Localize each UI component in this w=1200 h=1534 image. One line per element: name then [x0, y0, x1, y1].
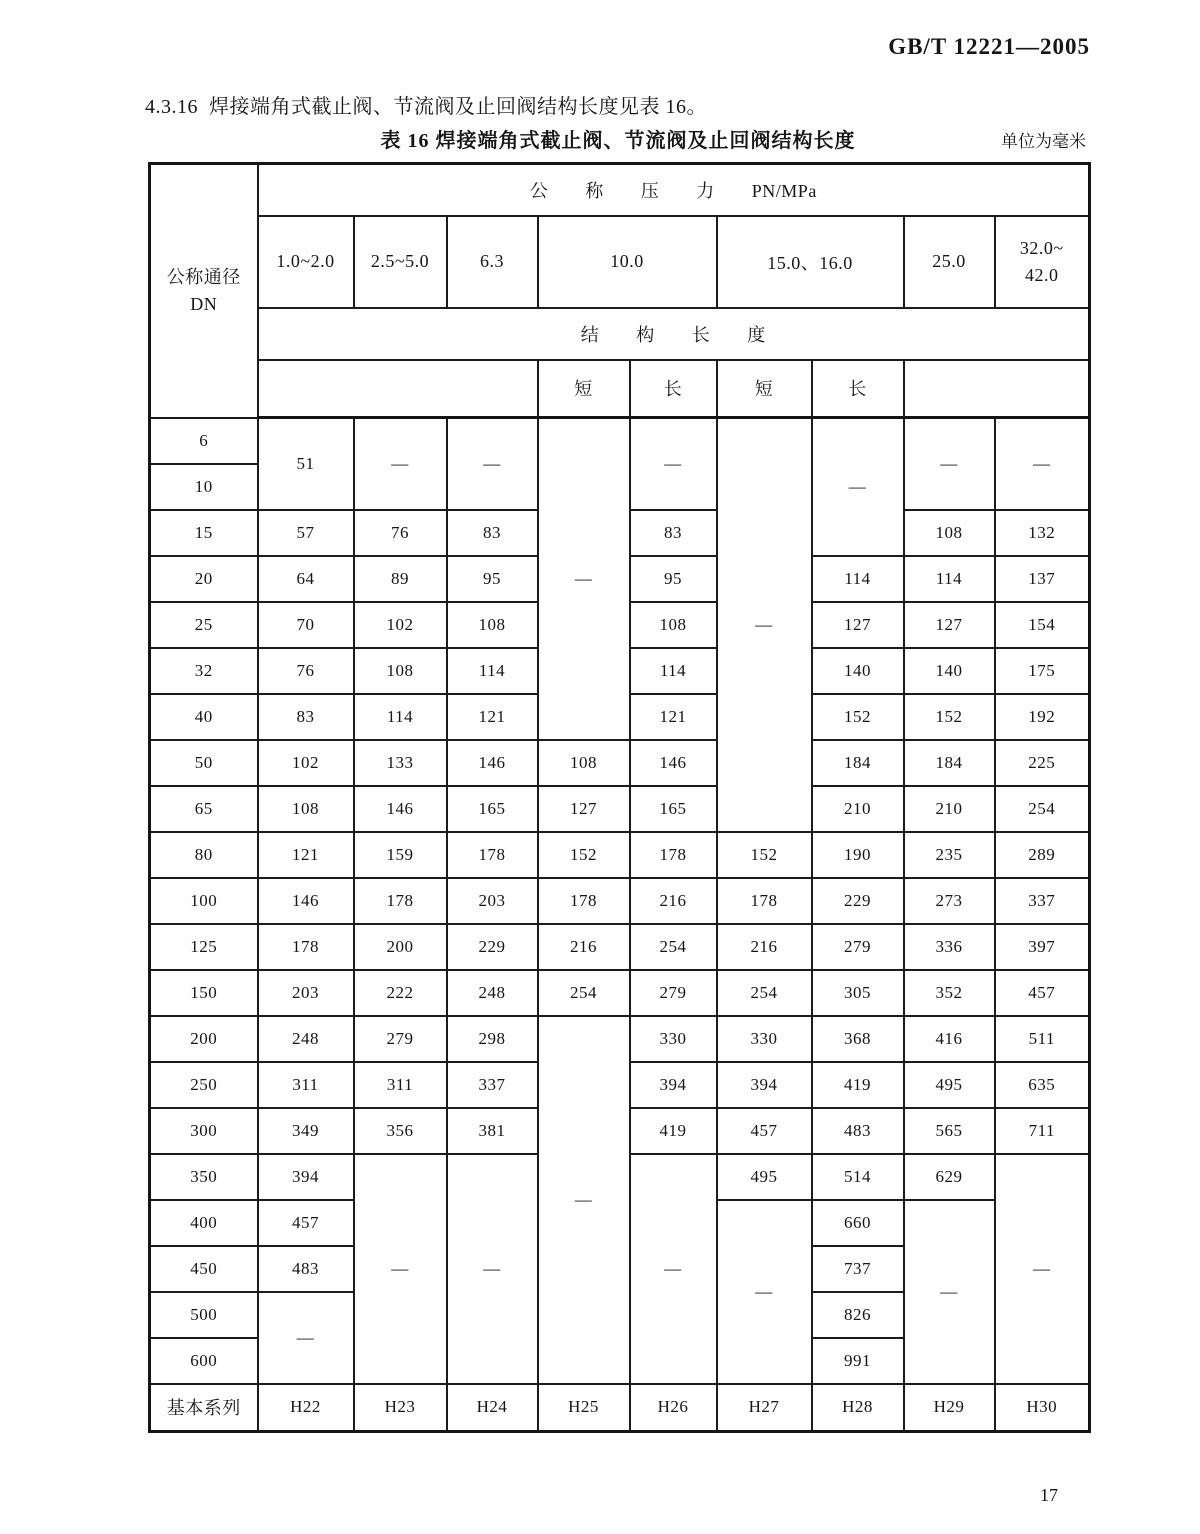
- dn-cell: 50: [150, 740, 258, 786]
- value-cell: 737: [812, 1246, 904, 1292]
- dn-cell: 40: [150, 694, 258, 740]
- dn-cell: 15: [150, 510, 258, 556]
- value-cell: 127: [812, 602, 904, 648]
- dn-cell: 100: [150, 878, 258, 924]
- series-cell: H29: [904, 1384, 995, 1432]
- dash-cell: —: [447, 1154, 538, 1384]
- value-cell: 225: [995, 740, 1090, 786]
- pressure-cell: [995, 216, 1090, 308]
- value-cell: 70: [258, 602, 354, 648]
- series-cell: H26: [630, 1384, 717, 1432]
- dn-cell: 6: [150, 418, 258, 464]
- value-cell: 108: [538, 740, 630, 786]
- value-cell: 114: [904, 556, 995, 602]
- value-cell: 254: [717, 970, 812, 1016]
- series-cell: H30: [995, 1384, 1090, 1432]
- value-cell: 826: [812, 1292, 904, 1338]
- value-cell: 483: [258, 1246, 354, 1292]
- value-cell: 165: [447, 786, 538, 832]
- value-cell: 146: [447, 740, 538, 786]
- series-cell: H28: [812, 1384, 904, 1432]
- dash-cell: —: [630, 1154, 717, 1384]
- value-cell: 140: [812, 648, 904, 694]
- basic-series-label-cell: 基本系列: [150, 1384, 258, 1432]
- value-cell: 121: [630, 694, 717, 740]
- pressure-range-line2: 42.0: [1025, 264, 1059, 285]
- pressure-cell: 25.0: [904, 216, 995, 308]
- dn-cell: 150: [150, 970, 258, 1016]
- value-cell: 127: [538, 786, 630, 832]
- unit-note: 单位为毫米: [1001, 132, 1086, 151]
- value-cell: 337: [447, 1062, 538, 1108]
- dash-cell: —: [630, 418, 717, 510]
- dash-cell: —: [995, 1154, 1090, 1384]
- section-paragraph: 4.3.16 焊接端角式截止阀、节流阀及止回阀结构长度见表 16。: [145, 96, 707, 118]
- value-cell: 629: [904, 1154, 995, 1200]
- dn-cell: 450: [150, 1246, 258, 1292]
- value-cell: 457: [717, 1108, 812, 1154]
- value-cell: 184: [812, 740, 904, 786]
- value-cell: 102: [354, 602, 447, 648]
- dn-cell: 25: [150, 602, 258, 648]
- value-cell: 279: [812, 924, 904, 970]
- value-cell: 146: [354, 786, 447, 832]
- value-cell: 216: [630, 878, 717, 924]
- pressure-cell: 1.0~2.0: [258, 216, 354, 308]
- dash-cell: —: [354, 418, 447, 510]
- value-cell: 108: [258, 786, 354, 832]
- value-cell: 514: [812, 1154, 904, 1200]
- value-cell: 381: [447, 1108, 538, 1154]
- value-cell: 132: [995, 510, 1090, 556]
- value-cell: 279: [354, 1016, 447, 1062]
- value-cell: 394: [630, 1062, 717, 1108]
- value-cell: 298: [447, 1016, 538, 1062]
- value-cell: 711: [995, 1108, 1090, 1154]
- value-cell: 102: [258, 740, 354, 786]
- value-cell: 483: [812, 1108, 904, 1154]
- value-cell: 76: [354, 510, 447, 556]
- value-cell: 254: [630, 924, 717, 970]
- dn-cell: 600: [150, 1338, 258, 1384]
- value-cell: 51: [258, 418, 354, 510]
- dn-cell: 125: [150, 924, 258, 970]
- value-cell: 330: [717, 1016, 812, 1062]
- value-cell: 210: [904, 786, 995, 832]
- value-cell: 192: [995, 694, 1090, 740]
- dash-cell: —: [717, 418, 812, 832]
- pressure-cell: 6.3: [447, 216, 538, 308]
- value-cell: 200: [354, 924, 447, 970]
- blank-subheader-cell: [904, 360, 1090, 418]
- value-cell: 184: [904, 740, 995, 786]
- value-cell: 121: [447, 694, 538, 740]
- value-cell: 394: [717, 1062, 812, 1108]
- dash-cell: —: [538, 418, 630, 740]
- value-cell: 349: [258, 1108, 354, 1154]
- dash-cell: —: [812, 418, 904, 556]
- value-cell: 991: [812, 1338, 904, 1384]
- series-cell: H25: [538, 1384, 630, 1432]
- value-cell: 336: [904, 924, 995, 970]
- value-cell: 229: [447, 924, 538, 970]
- value-cell: 190: [812, 832, 904, 878]
- value-cell: 114: [447, 648, 538, 694]
- value-cell: 222: [354, 970, 447, 1016]
- series-cell: H23: [354, 1384, 447, 1432]
- dn-cell: 200: [150, 1016, 258, 1062]
- value-cell: 273: [904, 878, 995, 924]
- value-cell: 352: [904, 970, 995, 1016]
- dn-cell: 20: [150, 556, 258, 602]
- value-cell: 83: [258, 694, 354, 740]
- value-cell: 356: [354, 1108, 447, 1154]
- value-cell: 152: [717, 832, 812, 878]
- pressure-cell: 10.0: [538, 216, 717, 308]
- value-cell: 64: [258, 556, 354, 602]
- value-cell: 178: [447, 832, 538, 878]
- dn-cell: 400: [150, 1200, 258, 1246]
- value-cell: 108: [447, 602, 538, 648]
- dn-cell: 500: [150, 1292, 258, 1338]
- value-cell: 146: [258, 878, 354, 924]
- length-banner-cell: 结 构 长 度: [258, 308, 1090, 360]
- value-cell: 311: [354, 1062, 447, 1108]
- value-cell: 152: [904, 694, 995, 740]
- value-cell: 210: [812, 786, 904, 832]
- series-cell: H24: [447, 1384, 538, 1432]
- value-cell: 108: [354, 648, 447, 694]
- value-cell: 495: [904, 1062, 995, 1108]
- value-cell: 83: [630, 510, 717, 556]
- dash-cell: —: [717, 1200, 812, 1384]
- series-cell: H27: [717, 1384, 812, 1432]
- value-cell: 203: [258, 970, 354, 1016]
- value-cell: 457: [995, 970, 1090, 1016]
- value-cell: 660: [812, 1200, 904, 1246]
- dash-cell: —: [904, 1200, 995, 1384]
- value-cell: 254: [995, 786, 1090, 832]
- table-title: 表 16 焊接端角式截止阀、节流阀及止回阀结构长度: [380, 130, 856, 152]
- value-cell: 178: [630, 832, 717, 878]
- dn-cell: 300: [150, 1108, 258, 1154]
- table-16: [148, 162, 1091, 1433]
- dn-header-line1: 公称通径: [166, 266, 241, 287]
- value-cell: 311: [258, 1062, 354, 1108]
- value-cell: 95: [630, 556, 717, 602]
- value-cell: 416: [904, 1016, 995, 1062]
- blank-subheader-cell: [258, 360, 538, 418]
- value-cell: 330: [630, 1016, 717, 1062]
- pressure-range-line1: 32.0~: [1019, 237, 1064, 258]
- value-cell: 203: [447, 878, 538, 924]
- subheader-short-cell: 短: [538, 360, 630, 418]
- value-cell: 165: [630, 786, 717, 832]
- value-cell: 175: [995, 648, 1090, 694]
- value-cell: 154: [995, 602, 1090, 648]
- standard-code: GB/T 12221—2005: [888, 34, 1090, 59]
- value-cell: 279: [630, 970, 717, 1016]
- value-cell: 114: [630, 648, 717, 694]
- table-caption-row: [148, 124, 1088, 154]
- dash-cell: —: [447, 418, 538, 510]
- value-cell: 635: [995, 1062, 1090, 1108]
- value-cell: 254: [538, 970, 630, 1016]
- value-cell: 229: [812, 878, 904, 924]
- value-cell: 289: [995, 832, 1090, 878]
- value-cell: 248: [258, 1016, 354, 1062]
- dash-cell: —: [354, 1154, 447, 1384]
- value-cell: 83: [447, 510, 538, 556]
- value-cell: 305: [812, 970, 904, 1016]
- value-cell: 248: [447, 970, 538, 1016]
- value-cell: 140: [904, 648, 995, 694]
- value-cell: 565: [904, 1108, 995, 1154]
- value-cell: 397: [995, 924, 1090, 970]
- value-cell: 89: [354, 556, 447, 602]
- value-cell: 368: [812, 1016, 904, 1062]
- value-cell: 108: [630, 602, 717, 648]
- value-cell: 159: [354, 832, 447, 878]
- dash-cell: —: [995, 418, 1090, 510]
- pressure-cell: 2.5~5.0: [354, 216, 447, 308]
- pressure-banner-cell: 公 称 压 力 PN/MPa: [258, 164, 1090, 216]
- value-cell: 337: [995, 878, 1090, 924]
- value-cell: 495: [717, 1154, 812, 1200]
- value-cell: 114: [812, 556, 904, 602]
- value-cell: 419: [630, 1108, 717, 1154]
- dash-cell: —: [904, 418, 995, 510]
- value-cell: 216: [538, 924, 630, 970]
- value-cell: 114: [354, 694, 447, 740]
- pressure-cell: 15.0、16.0: [717, 216, 904, 308]
- subheader-long-cell: 长: [630, 360, 717, 418]
- dn-cell: 250: [150, 1062, 258, 1108]
- value-cell: 178: [258, 924, 354, 970]
- series-cell: H22: [258, 1384, 354, 1432]
- dn-cell: 350: [150, 1154, 258, 1200]
- value-cell: 178: [717, 878, 812, 924]
- dash-cell: —: [538, 1016, 630, 1384]
- dn-cell: 80: [150, 832, 258, 878]
- value-cell: 137: [995, 556, 1090, 602]
- value-cell: 178: [538, 878, 630, 924]
- value-cell: 133: [354, 740, 447, 786]
- value-cell: 108: [904, 510, 995, 556]
- value-cell: 457: [258, 1200, 354, 1246]
- value-cell: 235: [904, 832, 995, 878]
- value-cell: 394: [258, 1154, 354, 1200]
- dn-header-cell: [150, 164, 258, 418]
- dn-cell: 65: [150, 786, 258, 832]
- value-cell: 419: [812, 1062, 904, 1108]
- page-number: 17: [1040, 1485, 1058, 1505]
- value-cell: 511: [995, 1016, 1090, 1062]
- value-cell: 216: [717, 924, 812, 970]
- dn-header-line2: DN: [190, 293, 218, 314]
- dn-cell: 10: [150, 464, 258, 510]
- subheader-long-cell: 长: [812, 360, 904, 418]
- value-cell: 76: [258, 648, 354, 694]
- dn-cell: 32: [150, 648, 258, 694]
- value-cell: 57: [258, 510, 354, 556]
- value-cell: 121: [258, 832, 354, 878]
- value-cell: 152: [812, 694, 904, 740]
- value-cell: 146: [630, 740, 717, 786]
- value-cell: 95: [447, 556, 538, 602]
- value-cell: 127: [904, 602, 995, 648]
- dash-cell: —: [258, 1292, 354, 1384]
- value-cell: 178: [354, 878, 447, 924]
- subheader-short-cell: 短: [717, 360, 812, 418]
- value-cell: 152: [538, 832, 630, 878]
